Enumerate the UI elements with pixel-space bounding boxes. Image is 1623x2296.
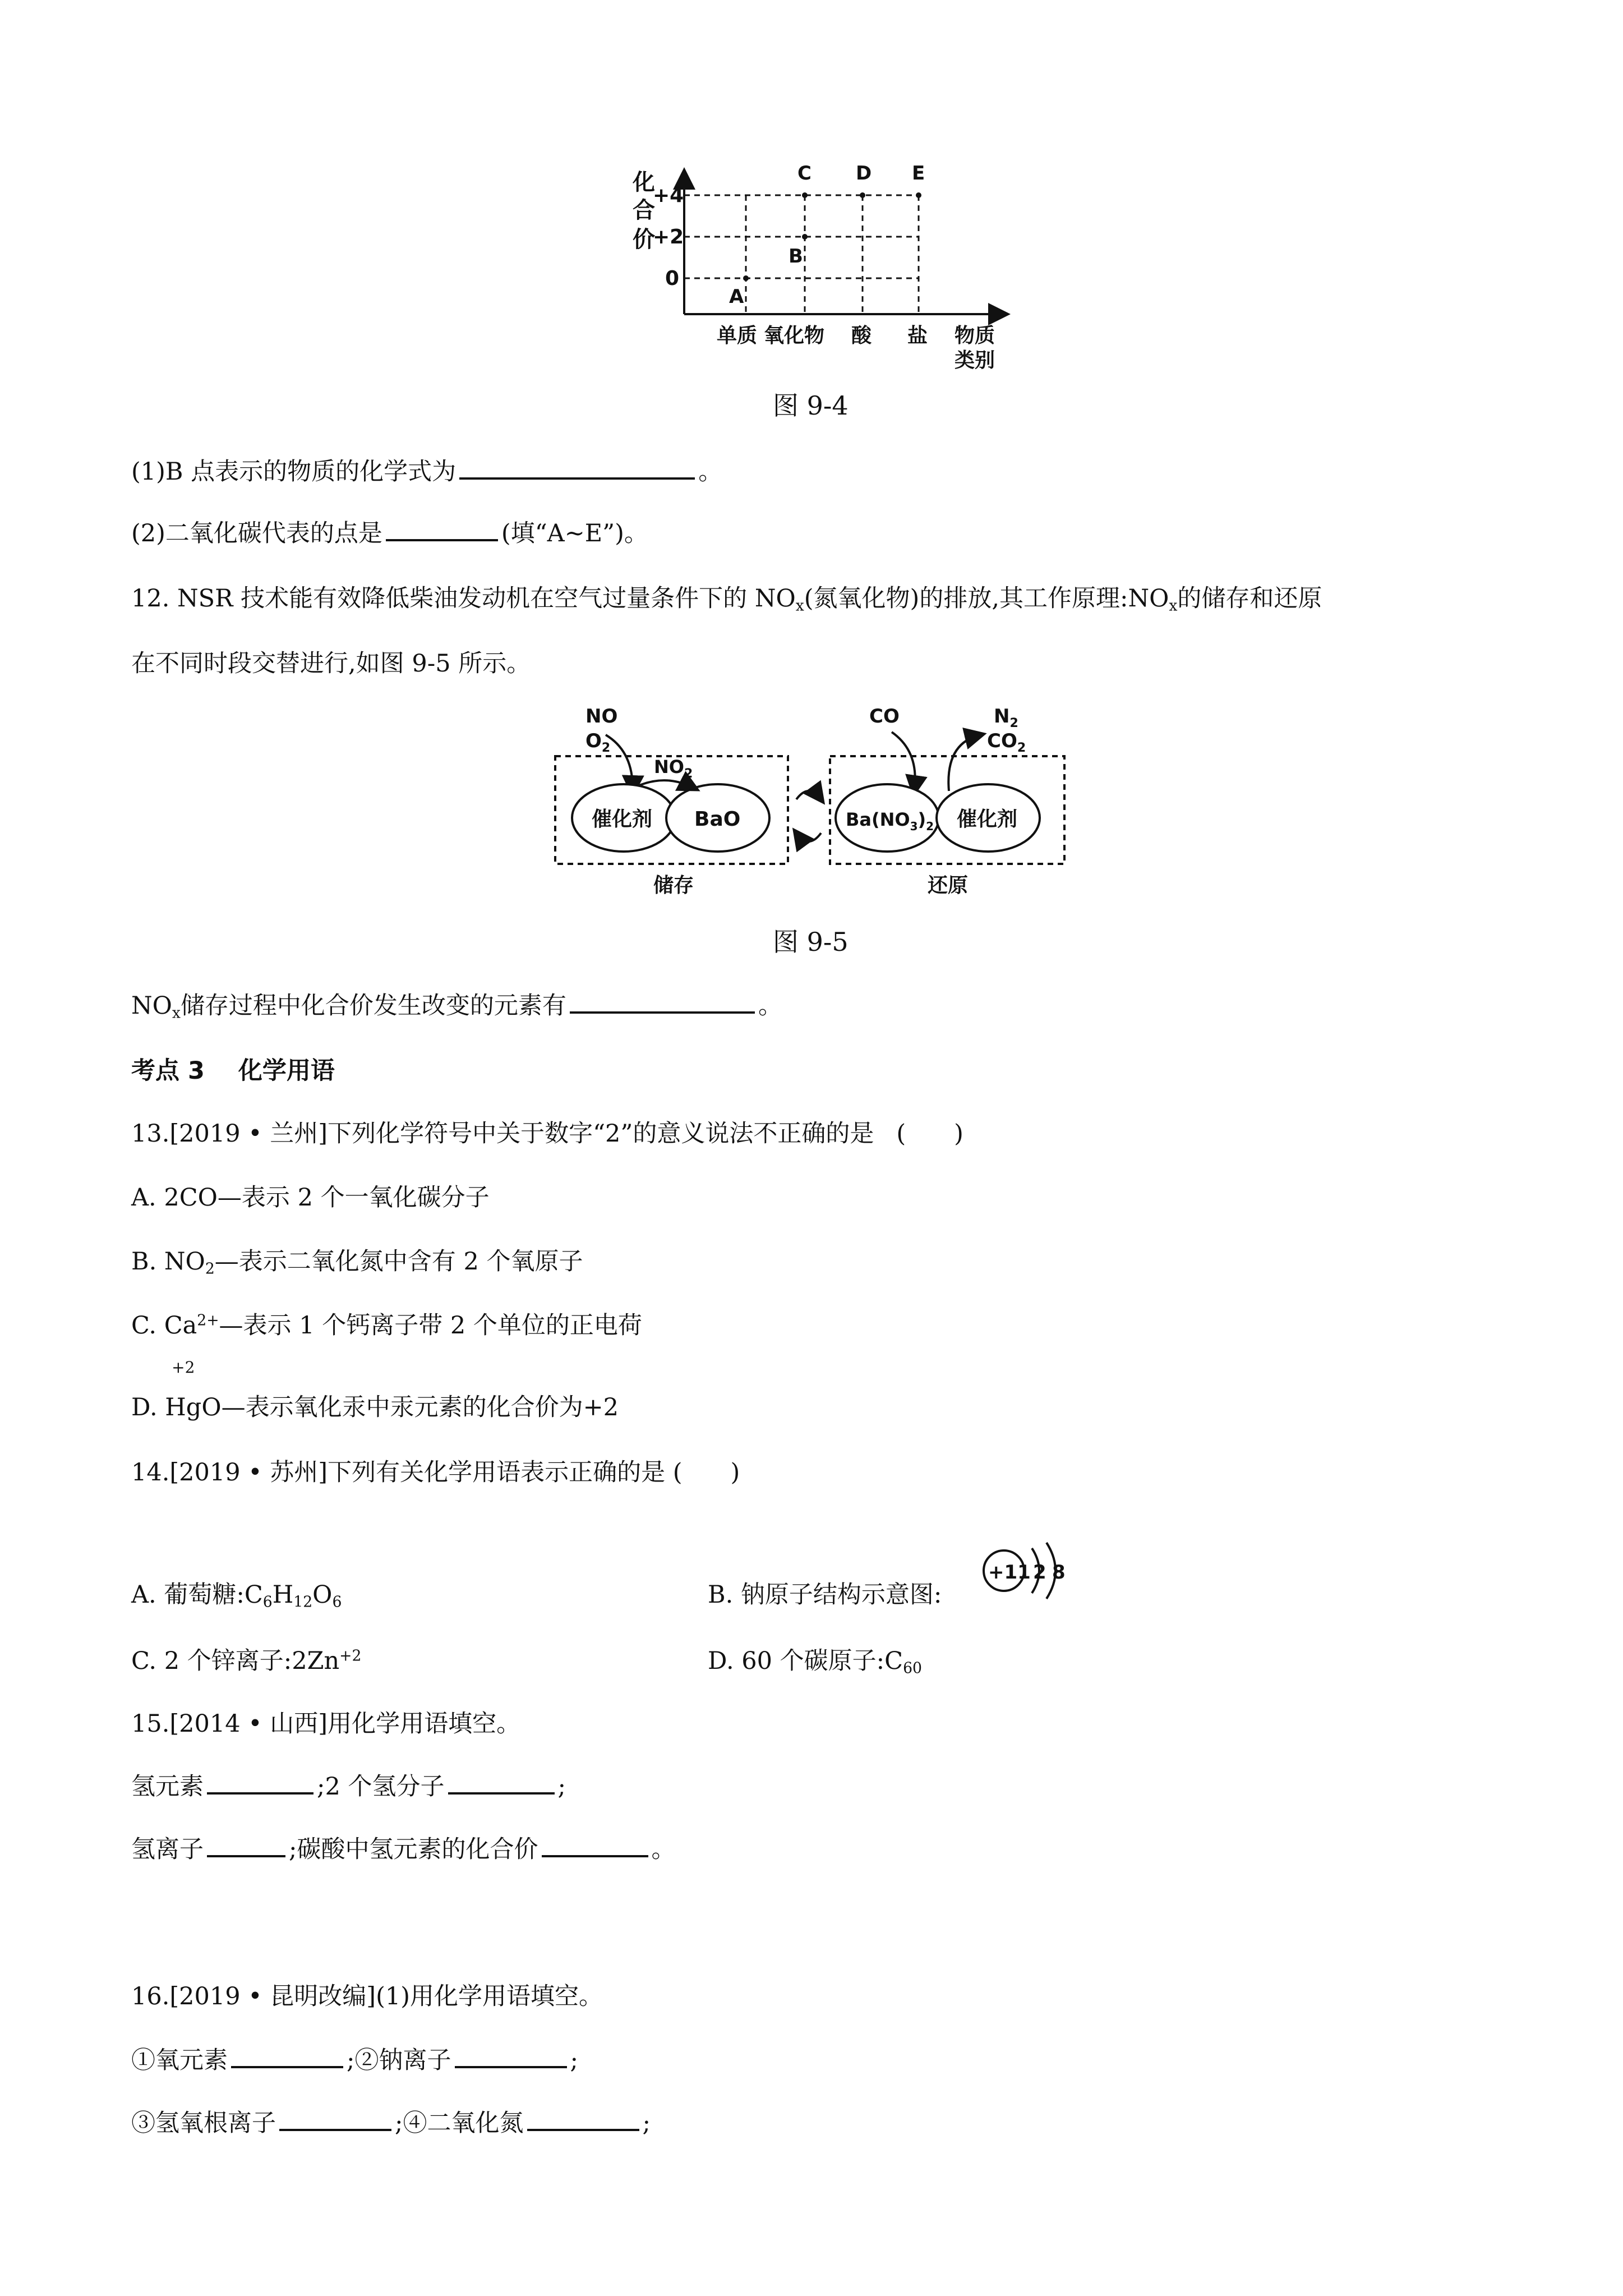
arrow-out — [948, 735, 980, 791]
q14-option-b[interactable]: B. 钠原子结构示意图: — [708, 1581, 942, 1609]
output-N2: $N_2$ — [994, 705, 1018, 730]
answer-blank[interactable] — [231, 2063, 343, 2068]
point-E-label: E — [912, 163, 925, 185]
q13-option-d[interactable]: D. Hg +2 O—表示氧化汞中汞元素的化合价为+2 — [131, 1358, 619, 1421]
q11-part1: (1)B 点表示的物质的化学式为 。 — [131, 458, 723, 486]
svg-text:催化剂: 催化剂 — [592, 808, 653, 831]
x-axis-title-2: 类别 — [955, 349, 995, 372]
point-D-label: D — [856, 163, 872, 185]
x-tick: 盐 — [907, 324, 928, 347]
point-C — [802, 192, 808, 198]
svg-text:+11: +11 — [988, 1561, 1031, 1584]
mid-NO2: $NO_2$ — [654, 756, 693, 781]
point-A-label: A — [729, 286, 744, 308]
point-C-label: C — [797, 163, 811, 185]
svg-text:2: 2 — [1033, 1561, 1046, 1584]
answer-blank[interactable] — [386, 536, 498, 541]
input-O2: $O_2$ — [585, 730, 611, 755]
q13-option-c[interactable]: C. $Ca^{2+}—$表示 1 个钙离子带 2 个单位的正电荷 — [131, 1312, 642, 1340]
input-NO: NO — [585, 705, 618, 728]
q12-line1: 12. NSR 技术能有效降低柴油发动机在空气过量条件下的 $NO_x$(氮氧化物)的排放,其工作原理$:NO_x$的储存和还原 — [131, 585, 1322, 615]
point-D — [860, 192, 865, 198]
q14-option-c[interactable]: C. 2 个锌离子$:2Zn^{+2}$ — [131, 1647, 362, 1675]
input-CO: CO — [869, 705, 900, 728]
svg-text:Ba(NO3)2: $Ba(NO_3)_2$ — [846, 809, 934, 833]
q16-stem: 16.[2019 • 昆明改编](1)用化学用语填空。 — [131, 1982, 603, 2010]
q13-option-a[interactable]: A. 2CO—表示 2 个一氧化碳分子 — [131, 1184, 490, 1212]
label-reduction: 还原 — [928, 874, 969, 897]
point-B — [802, 234, 808, 240]
label-storage: 储存 — [653, 874, 694, 897]
y-axis-title-3: 价 — [633, 227, 655, 252]
q15-stem: 15.[2014 • 山西]用化学用语填空。 — [131, 1710, 521, 1738]
q14-option-d[interactable]: D. 60 个碳原子$:C_{60}$ — [708, 1647, 922, 1677]
x-axis-title-1: 物质 — [955, 324, 995, 347]
q12-question: $NO_x$储存过程中化合价发生改变的元素有 。 — [131, 992, 782, 1022]
y-tick: +4 — [653, 184, 684, 207]
figure-9-4 — [611, 163, 1015, 387]
cycle-arrow-bottom — [796, 833, 821, 841]
q14-stem: 14.[2019 • 苏州]下列有关化学用语表示正确的是 ( ) — [131, 1458, 740, 1487]
svg-text:催化剂: 催化剂 — [957, 808, 1018, 831]
svg-text:8: 8 — [1052, 1561, 1066, 1584]
answer-blank[interactable] — [459, 474, 695, 480]
sodium-atom-diagram — [976, 1531, 1077, 1610]
point-B-label: B — [789, 245, 803, 268]
x-tick: 氧化物 — [764, 324, 825, 347]
output-CO2: $CO_2$ — [987, 730, 1026, 755]
q11-part2: (2)二氧化碳代表的点是 (填“A~E”)。 — [131, 519, 648, 547]
q15-line1: 氢元素 ;2 个氢分子 ; — [131, 1773, 566, 1801]
figure-9-4-caption: 图 9-4 — [773, 390, 849, 421]
y-tick: 0 — [665, 267, 680, 290]
answer-blank[interactable] — [527, 2125, 639, 2131]
cycle-arrow-top — [796, 791, 821, 799]
figure-9-5 — [550, 701, 1088, 914]
answer-blank[interactable] — [448, 1789, 555, 1795]
answer-blank[interactable] — [542, 1852, 648, 1857]
x-tick: 单质 — [717, 324, 758, 347]
q16-line1: ①氧元素 ;②钠离子 ; — [131, 2046, 578, 2074]
figure-9-5-caption: 图 9-5 — [773, 927, 849, 957]
answer-blank[interactable] — [207, 1789, 313, 1795]
x-tick: 酸 — [851, 324, 872, 347]
q13-option-b[interactable]: B. $NO_2—$表示二氧化氮中含有 2 个氧原子 — [131, 1248, 583, 1278]
answer-blank[interactable] — [570, 1008, 755, 1014]
q13-stem: 13.[2019 • 兰州]下列化学符号中关于数字“2”的意义说法不正确的是 ( ) — [131, 1120, 963, 1148]
section-heading: 考点 3 化学用语 — [131, 1057, 335, 1085]
q16-line2: ③氢氧根离子 ;④二氧化氮 ; — [131, 2109, 651, 2137]
svg-text:BaO: BaO — [694, 808, 741, 831]
answer-blank[interactable] — [455, 2063, 567, 2068]
y-axis-title-1: 化 — [633, 169, 655, 195]
q14-option-a[interactable]: A. 葡萄糖$:C_6H_{12}O_6$ — [131, 1581, 342, 1611]
arrow-CO — [892, 732, 915, 791]
answer-blank[interactable] — [279, 2125, 391, 2131]
q12-line2: 在不同时段交替进行,如图 9-5 所示。 — [131, 650, 531, 678]
y-axis-title-2: 合 — [633, 197, 655, 223]
answer-blank[interactable] — [207, 1852, 285, 1857]
point-E — [916, 192, 921, 198]
point-A — [743, 275, 749, 281]
q15-line2: 氢离子 ;碳酸中氢元素的化合价 。 — [131, 1835, 676, 1864]
y-tick: +2 — [653, 226, 684, 249]
